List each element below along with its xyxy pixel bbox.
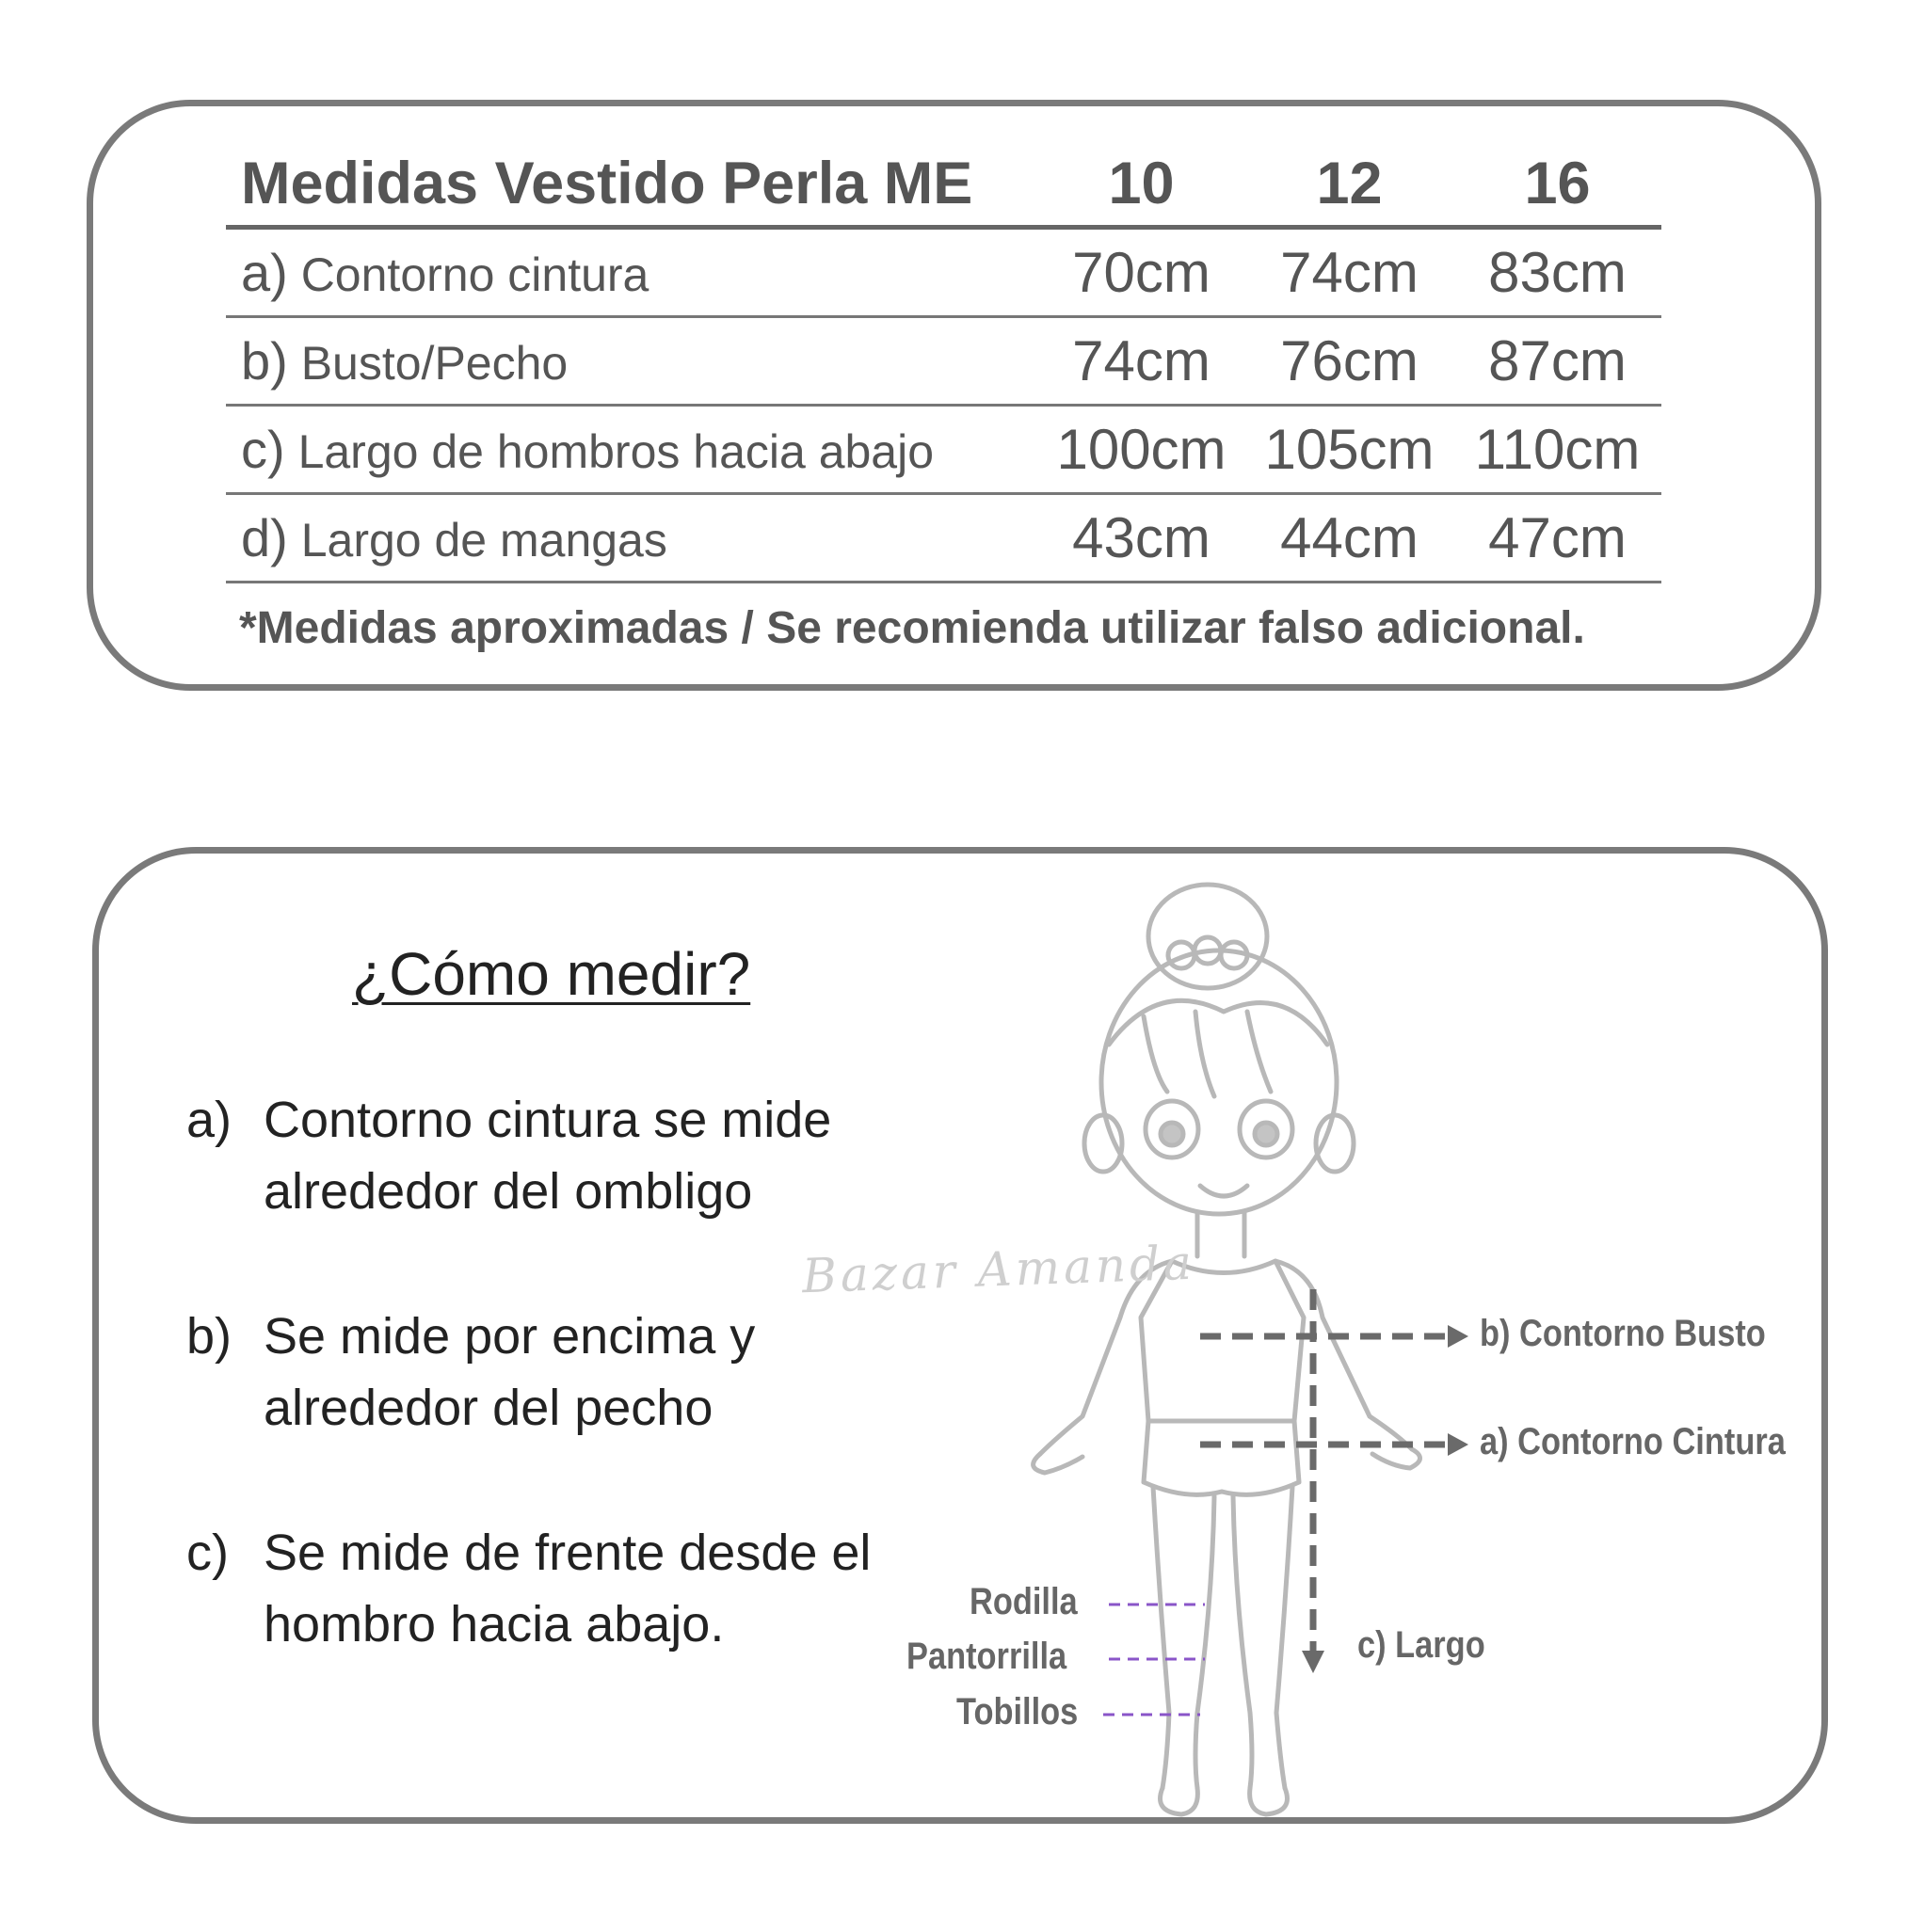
size-header-10: 10 [1108, 150, 1175, 216]
table-cell: 105cm [1264, 418, 1435, 481]
step-text: Contorno cintura se mide alrededor del ombligo [264, 1092, 832, 1220]
step-letter: c) [186, 1525, 229, 1581]
row-label-text: Largo de hombros hacia abajo [297, 425, 935, 478]
row-letter: c) [241, 420, 285, 479]
table-cell: 47cm [1488, 506, 1627, 569]
table-cell: 74cm [1072, 329, 1211, 392]
table-row [226, 318, 1661, 407]
step-letter: b) [186, 1308, 232, 1365]
table-note: *Medidas aproximadas / Se recomienda utilizar falso adicional. [239, 603, 1585, 653]
size-header-16: 16 [1524, 150, 1591, 216]
size-table [226, 141, 1661, 583]
table-cell: 100cm [1056, 418, 1227, 481]
row-letter: b) [241, 331, 288, 391]
tobillos-label: Tobillos [956, 1691, 1079, 1732]
size-header-12: 12 [1316, 150, 1383, 216]
table-cell: 43cm [1072, 506, 1211, 569]
largo-label: c) Largo [1357, 1624, 1485, 1666]
row-label-text: Busto/Pecho [300, 337, 569, 390]
table-cell: 44cm [1280, 506, 1419, 569]
busto-label: b) Contorno Busto [1480, 1313, 1766, 1354]
table-cell: 87cm [1488, 329, 1627, 392]
table-cell: 76cm [1280, 329, 1419, 392]
rodilla-label: Rodilla [970, 1581, 1078, 1622]
cintura-label: a) Contorno Cintura [1480, 1421, 1786, 1462]
row-label-text: Largo de mangas [300, 514, 667, 567]
table-row [226, 407, 1661, 495]
row-letter: d) [241, 508, 288, 567]
row-label [226, 507, 1037, 568]
guide-title: ¿Cómo medir? [352, 940, 751, 1008]
row-label [226, 419, 1037, 480]
row-label [226, 330, 1037, 391]
table-cell: 74cm [1280, 241, 1419, 304]
row-label [226, 242, 1037, 303]
bazar-amanda-watermark: Bazar Amanda [801, 1235, 1196, 1304]
pantorrilla-label: Pantorrilla [906, 1636, 1067, 1677]
table-cell: 70cm [1072, 241, 1211, 304]
row-label-text: Contorno cintura [300, 248, 649, 301]
table-row [226, 230, 1661, 318]
table-row [226, 495, 1661, 583]
table-title: Medidas Vestido Perla ME [241, 150, 973, 216]
step-letter: a) [186, 1092, 232, 1148]
step-text: Se mide por encima y alrededor del pecho [264, 1308, 756, 1436]
row-letter: a) [241, 243, 288, 302]
step-text: Se mide de frente desde el hombro hacia abajo. [264, 1525, 872, 1653]
table-cell: 83cm [1488, 241, 1627, 304]
table-header-row [226, 141, 1661, 230]
table-cell: 110cm [1474, 418, 1641, 481]
